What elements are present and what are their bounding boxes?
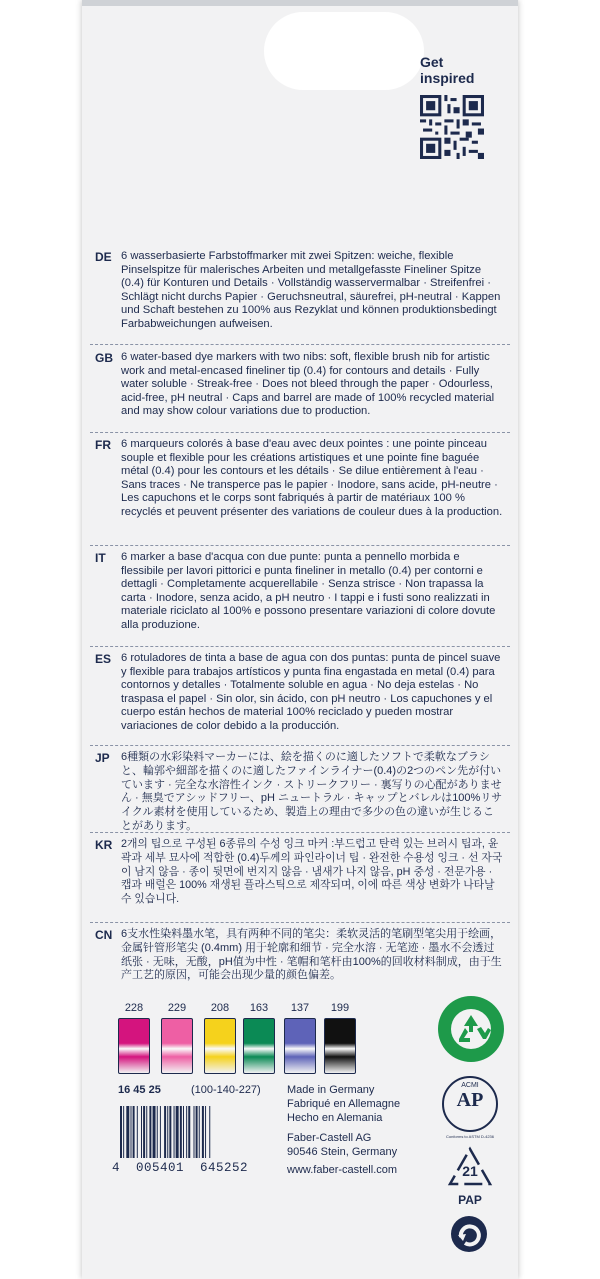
recycled-cardboard-icon <box>437 995 505 1063</box>
divider <box>90 545 510 546</box>
barcode-bar <box>131 1106 132 1158</box>
barcode-bar <box>137 1106 138 1158</box>
barcode-bar <box>169 1106 171 1158</box>
barcode-bar <box>141 1106 142 1158</box>
barcode-bar <box>126 1106 129 1158</box>
pap-number: 21 <box>462 1163 478 1179</box>
lang-text: 6 wasserbasierte Farbstoffmarker mit zwei Spitzen: weiche, flexible Pinselspitze für malerisches Arbeiten und metallgefasste Fineliner Spitze (0.4) für Konturen und Details · Vollständig wasservermalbar · Streifenfrei · Schlägt nicht durchs Papier · Geruchsneutral, säurefrei, pH-neutral · Kappen und Schaft bestehen zu 100% aus Rezyklat und können produktionsbedingt Farbabweichungen aufweisen. <box>121 250 501 330</box>
lang-code: DE <box>95 250 112 264</box>
barcode-bar <box>153 1106 156 1158</box>
get-inspired-label: Get inspired <box>420 54 475 86</box>
color-number: 229 <box>167 1002 187 1014</box>
lang-text: 6 water-based dye markers with two nibs: soft, flexible brush nib for artistic work and metal-encased fineliner tip (0.4) for contours and details · Fully water soluble · Streak-free · Does not bleed through the paper · Odourless, acid-free, pH neutral · Caps and barrel are made of 100% recycled material and may show colour variations due to production. <box>121 351 495 418</box>
lang-code: CN <box>95 928 113 942</box>
lang-code: IT <box>95 551 106 565</box>
barcode-bar <box>194 1106 195 1158</box>
astm-note: Conforms to ASTM D-4236 <box>445 1134 495 1139</box>
color-box <box>324 1018 356 1074</box>
color-box <box>161 1018 193 1074</box>
hang-hole <box>264 12 424 90</box>
barcode-bar <box>209 1106 210 1158</box>
color-number: 199 <box>330 1002 350 1014</box>
barcode-bar <box>202 1106 204 1158</box>
divider <box>90 832 510 833</box>
barcode-bar <box>157 1106 158 1158</box>
lang-text: 6 rotuladores de tinta a base de agua con dos puntas: punta de pincel suave y flexible para trabajos artísticos y punta fina engastada en metal (0.4) para contornos y detalles · Totalmente soluble en agua · No deja estelas · No traspasa el papel · Sin olor, sin ácido, con pH neutro · Los capuchones y el cuerpo están hechos de material 100% reciclado y pueden mostrar variaciones de color debido a la producción. <box>121 652 501 732</box>
barcode-bar <box>120 1106 122 1158</box>
barcode-bar <box>186 1106 187 1158</box>
lang-code: JP <box>95 751 110 765</box>
swatch-199 <box>324 1002 356 1014</box>
barcode-bar <box>180 1106 182 1158</box>
color-number: 137 <box>290 1002 310 1014</box>
acmi-ap-seal-icon: ACMI AP <box>442 1076 498 1132</box>
lang-code: GB <box>95 351 113 365</box>
barcode-bar <box>123 1106 124 1158</box>
website-link[interactable]: www.faber-castell.com <box>287 1164 398 1176</box>
lang-text: 6支水性染料墨水笔，具有两种不同的笔尖：柔软灵活的笔刷型笔尖用于绘画，金属针管形笔尖 (0.4mm) 用于轮廓和细节 · 完全水溶 · 无笔迹 · 墨水不会透过纸张 · 无味，无酸，pH值为中性 · 笔帽和笔杆由100%的回收材料制成，由于生产工艺的原因，可能会出现少量的颜色偏差。 <box>121 928 502 982</box>
swatch-228 <box>118 1002 150 1014</box>
swatch-163 <box>243 1002 275 1014</box>
color-box <box>284 1018 316 1074</box>
swatch-208 <box>204 1002 236 1014</box>
barcode-bar <box>133 1106 135 1158</box>
lang-text: 2개의 팁으로 구성된 6종류의 수성 잉크 마커 :부드럽고 탄력 있는 브러시 팁과, 윤곽과 세부 묘사에 적합한 (0.4)두께의 파인라이너 팁 · 완전한 수용성 잉크 · 선 자국이 남지 않음 · 종이 뒷면에 번지지 않음 · 냄새가 나지 않음, pH 중성 · 전문가용 · 캡과 배럴은 100% 재생된 플라스틱으로 제작되며, 이에 따른 색상 변화가 나타날 수 있습니다. <box>121 838 503 906</box>
qr-code-icon[interactable] <box>420 95 484 159</box>
divider <box>90 922 510 923</box>
swatch-229 <box>161 1002 193 1014</box>
color-number: 228 <box>124 1002 144 1014</box>
lang-code: KR <box>95 838 113 852</box>
color-number: 208 <box>210 1002 230 1014</box>
barcode-bar <box>183 1106 184 1158</box>
pap-label: PAP <box>458 1193 482 1207</box>
article-number: 16 45 25 <box>118 1084 161 1096</box>
barcode-bar <box>160 1106 161 1158</box>
barcode-bar <box>176 1106 179 1158</box>
barcode-bar <box>199 1106 200 1158</box>
divider <box>90 432 510 433</box>
barcode-bar <box>164 1106 166 1158</box>
divider <box>90 646 510 647</box>
variant-numbers: (100-140-227) <box>191 1084 261 1096</box>
lang-code: FR <box>95 438 111 452</box>
recycle-loop-icon <box>450 1215 488 1253</box>
lang-text: 6種類の水彩染料マーカーには、絵を描くのに適したソフトで柔軟なブラシと、輪郭や細部を描くのに適したファインライナー(0.4)の2つのペン先が付いています · 完全な水溶性インク · ストリークフリー · 裏写りの心配がありません · 無臭でアシッドフリー、pH ニュートラル · キャップとバレルは100%リサイクル素材を使用しているため、製造上の理由で多少の色の違いが生じることがあります。 <box>121 751 503 832</box>
barcode-bar <box>174 1106 175 1158</box>
color-number: 163 <box>249 1002 269 1014</box>
barcode-bar <box>188 1106 190 1158</box>
lang-text: 6 marker a base d'acqua con due punte: punta a pennello morbida e flessibile per lavori pittorici e punta fineliner in metallo (0.4) per contorni e dettagli · Completamente acquerellabile · Senza strisce · Non trapassa la carta · Inodore, senza acido, a pH neutro · I tappi e i fusti sono realizzati in materiale riciclato al 100% e possono presentare variazioni di colore dovute alla produzione. <box>121 551 496 631</box>
company-block: Faber-Castell AG 90546 Stein, Germany <box>287 1132 398 1158</box>
swatch-137 <box>284 1002 316 1014</box>
barcode-bar <box>196 1106 198 1158</box>
barcode-bar <box>146 1106 147 1158</box>
barcode-bar <box>167 1106 168 1158</box>
lang-text: 6 marqueurs colorés à base d'eau avec deux pointes : une pointe pinceau souple et flexible pour les créations artistiques et une pointe fine baguée métal (0.4) pour les contours et les détails · Se dilue entièrement à l'eau · Sans traces · Ne transperce pas le papier · Inodore, sans acide, pH-neutre · Les capuchons et le corps sont fabriqués à partir de matériaux 100 % recyclés et peuvent présenter des variations de couleur dues à la production. <box>121 438 503 518</box>
barcode-bar <box>143 1106 145 1158</box>
lang-code: ES <box>95 652 112 666</box>
barcode-bar <box>205 1106 206 1158</box>
barcode-digits: 4 005401 645252 <box>112 1161 249 1175</box>
color-box <box>243 1018 275 1074</box>
barcode-bar <box>149 1106 151 1158</box>
barcode <box>118 1106 266 1164</box>
divider <box>90 344 510 345</box>
top-edge <box>82 0 518 6</box>
divider <box>90 745 510 746</box>
made-in-block: Made in Germany Fabriqué en Allemagne Hecho en Alemania <box>287 1084 401 1124</box>
color-box <box>204 1018 236 1074</box>
color-box <box>118 1018 150 1074</box>
